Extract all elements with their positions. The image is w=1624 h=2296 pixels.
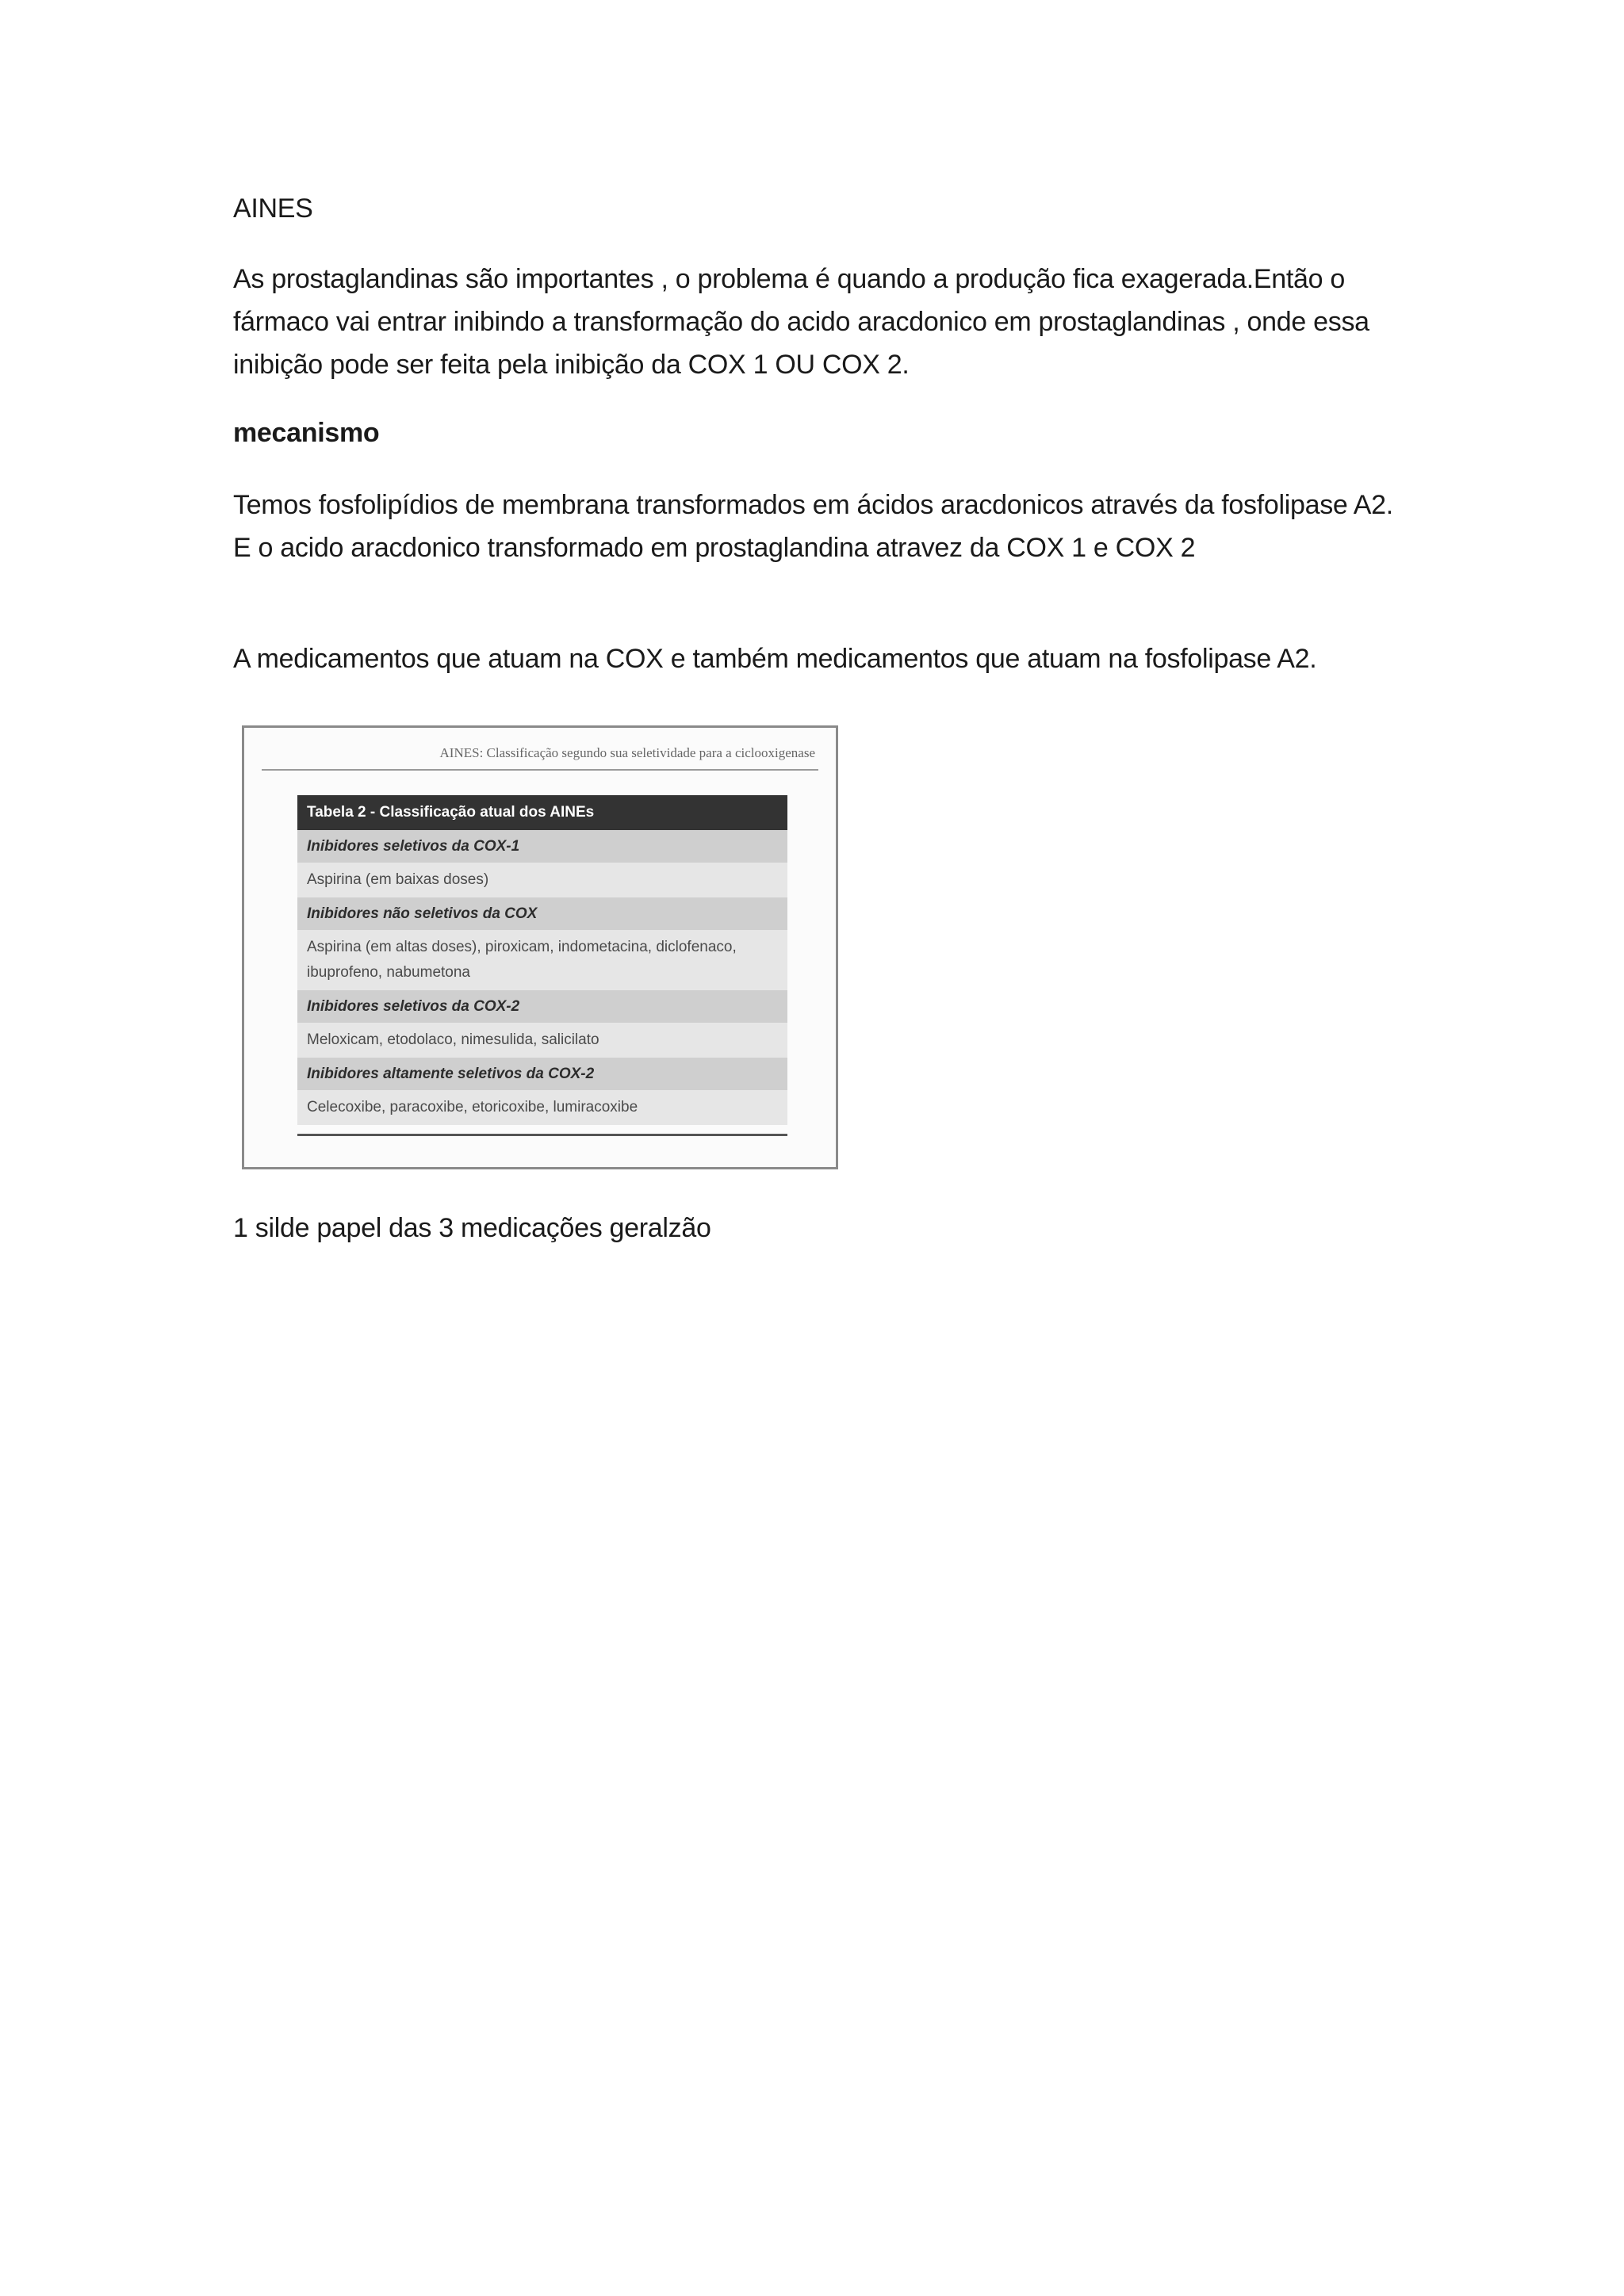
table-category-row: Inibidores seletivos da COX-1	[297, 830, 787, 863]
table-category-row: Inibidores altamente seletivos da COX-2	[297, 1058, 787, 1090]
table-item-row: Aspirina (em altas doses), piroxicam, indometacina, diclofenaco, ibuprofeno, nabumetona	[297, 930, 787, 990]
table-category-row: Inibidores seletivos da COX-2	[297, 990, 787, 1023]
paragraph-mechanism: Temos fosfolipídios de membrana transformados em ácidos aracdonicos através da fosfolipase A2. E o acido aracdonico transformado em prostaglandina atravez da COX 1 e COX 2	[233, 490, 1393, 563]
table-category-row: Inibidores não seletivos da COX	[297, 897, 787, 930]
paragraph-intro: As prostaglandinas são importantes , o problema é quando a produção fica exagerada.Então o fármaco vai entrar inibindo a transformação do acido aracdonico em prostaglandinas , onde essa inibição pode ser feita pela inibição da COX 1 OU COX 2.	[233, 264, 1369, 380]
table-item-row: Aspirina (em baixas doses)	[297, 863, 787, 897]
table-item-row: Celecoxibe, paracoxibe, etoricoxibe, lumiracoxibe	[297, 1090, 787, 1125]
figure-divider	[262, 769, 818, 771]
figure-header: AINES: Classificação segundo sua seletividade para a ciclooxigenase	[439, 745, 815, 760]
classification-table	[297, 795, 787, 1125]
table-bottom-rule	[297, 1134, 787, 1136]
paragraph-medications: A medicamentos que atuam na COX e também medicamentos que atuam na fosfolipase A2.	[233, 644, 1317, 674]
table-title: Tabela 2 - Classificação atual dos AINEs	[297, 795, 787, 830]
table-item-row: Meloxicam, etodolaco, nimesulida, salicilato	[297, 1023, 787, 1058]
section-heading: mecanismo	[233, 418, 380, 448]
document-title: AINES	[233, 193, 313, 224]
classification-figure	[242, 725, 838, 1169]
document-note: 1 silde papel das 3 medicações geralzão	[233, 1213, 711, 1243]
